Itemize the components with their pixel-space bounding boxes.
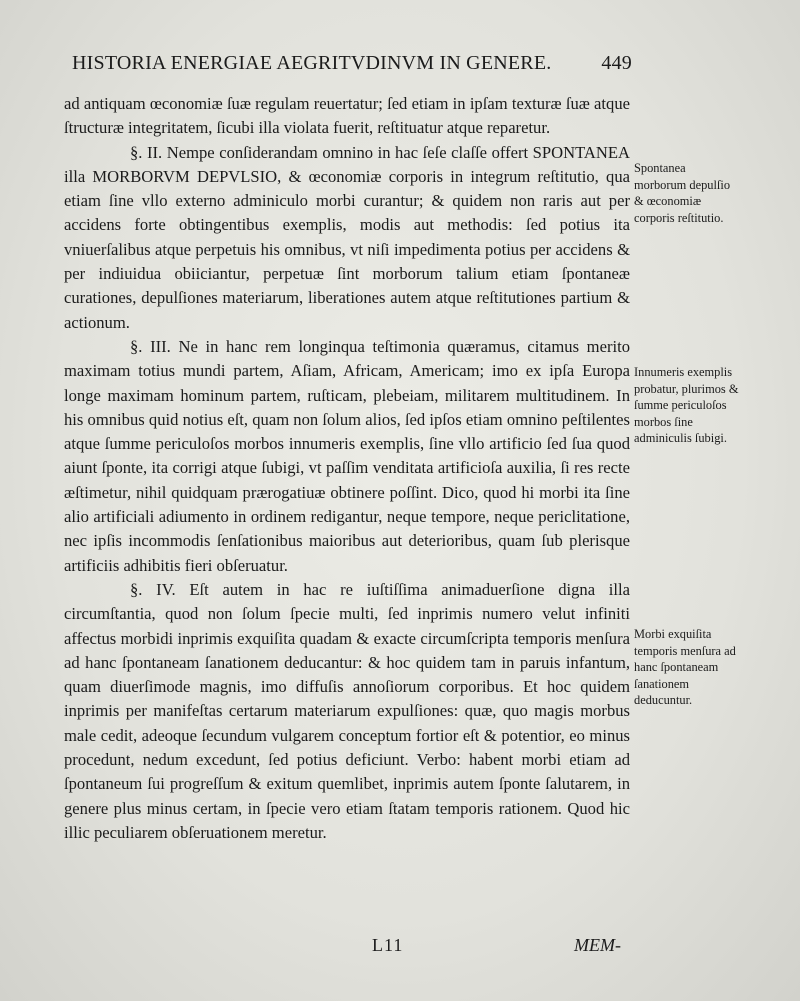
section-4-paragraph: §. IV. Eſt autem in hac re iuſtiſſima animaduerſione digna illa circumſtantia, quod non ſolum ſpecie multi, ſed inprimis numero velut infiniti affectus morbidi inprimis exquiſita quadam & exacte circumſcripta temporis menſura ad hanc ſpontaneam ſanationem deducantur: & hoc quidem tam in paruis infantum, quam diuerſimode magnis, imo diffuſis annoſiorum corporibus. Et hoc quidem inprimis per manifeſtas certarum materiarum expulſiones: quæ, quo magis morbus male cedit, adeoque ſecundum vulgarem conceptum fortior eſt & potentior, eo minus procedunt, nedum excedunt, ſed potius deficiunt. Verbo: habent morbi etiam ad ſpontaneum ſui progreſſum & exitum quemlibet, inprimis autem ſponte ſalutarem, in genere plus minus certam, in ſpecie vero etiam ſtatam temporis rationem. Quod hic illic peculiarem obſeruationem meretur. (64, 579, 630, 842)
running-head (72, 52, 632, 75)
page-number: 449 (601, 52, 632, 74)
main-text (64, 92, 630, 845)
section-2-paragraph: §. II. Nempe conſiderandam omnino in hac ſeſe claſſe offert SPONTANEA illa MORBORVM DEPVLSIO, & œconomiæ corporis in integrum reſtitutio, qua etiam ſine vllo externo adminiculo morbi curantur; & quidem non raris aut per accidens forte obtingentibus exemplis, modis aut methodis: ſed potius ita vniuerſalibus atque perpetuis his omnibus, vt niſi impedimenta potius per accidens & per indiuidua obiiciantur, perpetuæ ſint morborum talium etiam ſpontaneæ curationes, depulſiones materiarum, liberationes autem atque reſtitutiones partium & actionum. (64, 142, 630, 332)
page-footer (0, 935, 800, 965)
paragraph-continuation: ad antiquam œconomiæ ſuæ regulam reuertatur; ſed etiam in ipſam texturæ ſuæ atque ſtructuræ integritatem, ſicubi illa violata fuerit, reſtituatur atque reparetur. (64, 94, 630, 138)
margin-note-section-3: Innumeris exemplis probatur, plurimos & ſumme periculoſos morbos ſine adminiculis ſubigi. (634, 365, 739, 446)
margin-note-section-2: Spontanea morborum depulſio & œconomiæ corporis reſtitutio. (634, 161, 731, 225)
margin-note-section-4: Morbi exquiſita temporis menſura ad hanc ſpontaneam ſanationem deducuntur. (634, 627, 736, 708)
catchword: MEM- (574, 935, 621, 955)
signature-mark: L11 (372, 935, 404, 955)
section-3-paragraph: §. III. Ne in hanc rem longinqua teſtimonia quæramus, citamus merito maximam totius mundi partem, Aſiam, Africam, Americam; imo ex ipſa Europa longe maximam hominum partem, ruſticam, plebeiam, militarem multitudinem. In his omnibus quid notius eſt, quam non ſolum alios, ſed ipſos etiam omnino peſtilentes atque ſumme periculoſos morbos innumeris exemplis, ſine vllo artificio ſed ſua quod aiunt ſponte, ita corrigi atque ſubigi, vt paſſim venditata artificioſa auxilia, ſi res recte æſtimetur, nihil quidquam prærogatiuæ obtinere poſſint. Dico, quod hi morbi ita ſine alio artificiali adiumento in ordinem redigantur, neque tempore, neque periclitatione, nec ipſis incommodis ſenſationibus maioribus aut deterioribus, quam ſub plerisque artificiis adhibitis fieri obſeruatur. (64, 336, 630, 575)
running-title: HISTORIA ENERGIAE AEGRITVDINVM IN GENERE. (72, 52, 552, 74)
